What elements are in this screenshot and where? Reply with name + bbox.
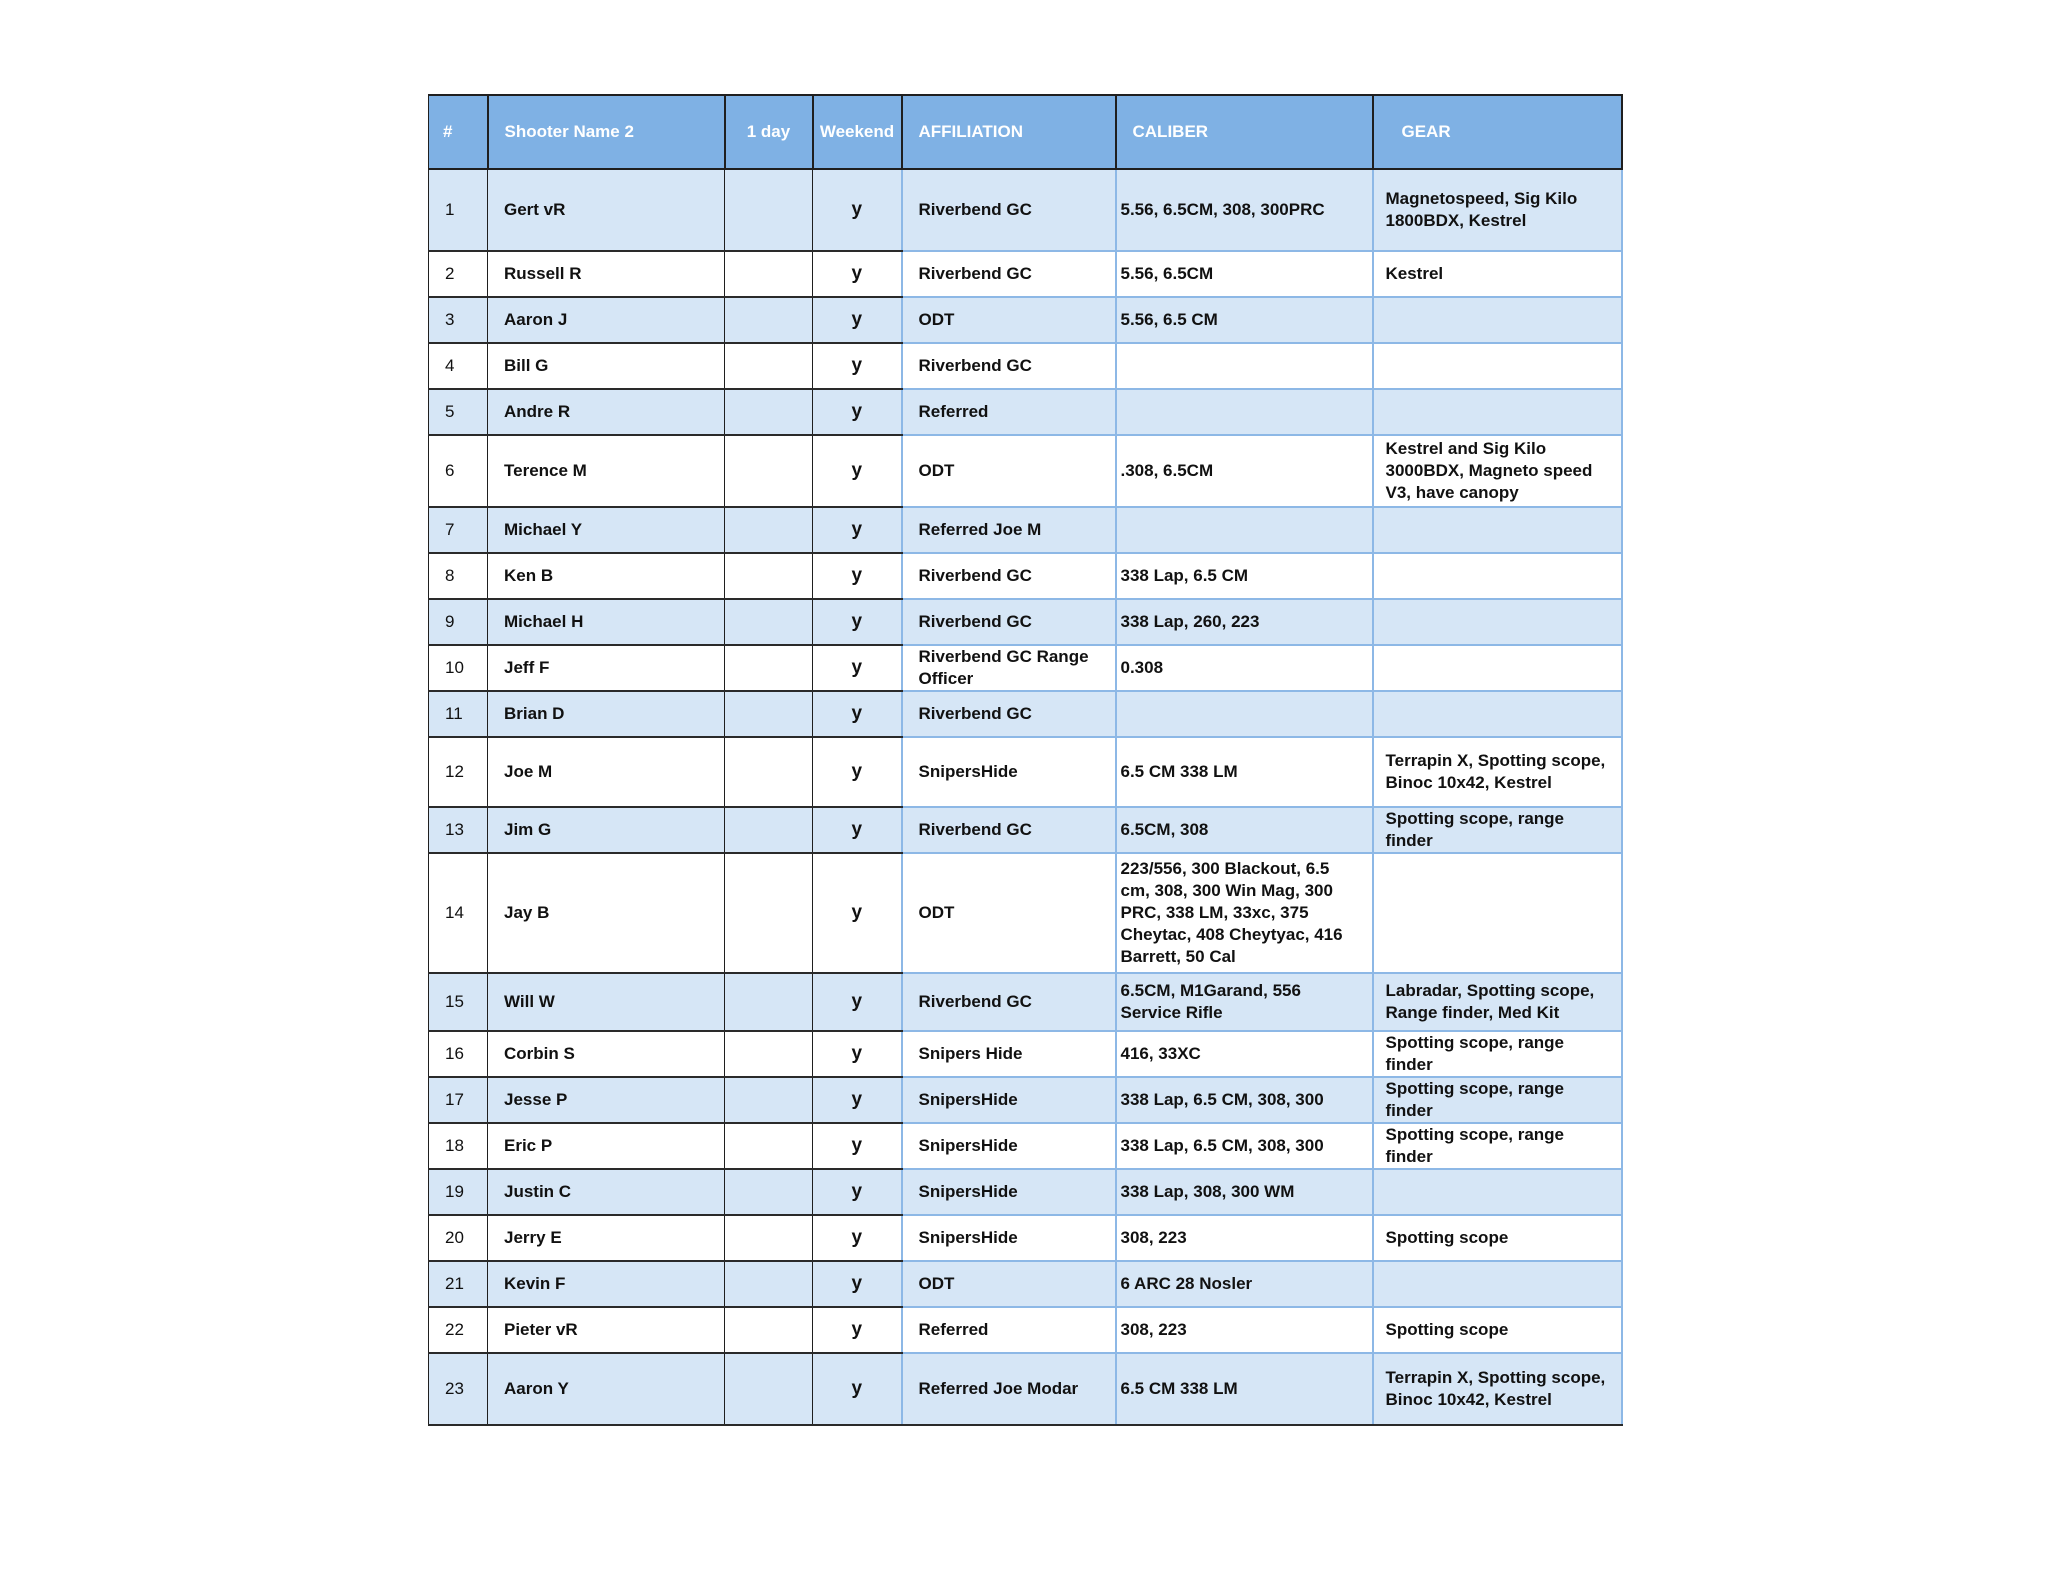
shooter-name-cell: Will W <box>488 973 725 1031</box>
shooter-name-cell: Michael Y <box>488 507 725 553</box>
table-row <box>429 1031 1622 1077</box>
gear-cell: Spotting scope, range finder <box>1373 1123 1622 1169</box>
gear-cell <box>1373 645 1622 691</box>
header-caliber: CALIBER <box>1116 95 1373 169</box>
affiliation-cell: SnipersHide <box>902 1169 1116 1215</box>
number-cell: 12 <box>429 737 488 807</box>
weekend-cell: y <box>813 1261 902 1307</box>
header-gear: GEAR <box>1373 95 1622 169</box>
affiliation-cell: Riverbend GC <box>902 553 1116 599</box>
table-row <box>429 1215 1622 1261</box>
one-day-cell <box>725 737 813 807</box>
gear-cell <box>1373 691 1622 737</box>
affiliation-cell: Riverbend GC <box>902 169 1116 251</box>
number-cell: 16 <box>429 1031 488 1077</box>
table-row <box>429 599 1622 645</box>
affiliation-cell: SnipersHide <box>902 1077 1116 1123</box>
table-row <box>429 691 1622 737</box>
gear-cell: Labradar, Spotting scope, Range finder, Med Kit <box>1373 973 1622 1031</box>
weekend-cell: y <box>813 297 902 343</box>
affiliation-cell: SnipersHide <box>902 1215 1116 1261</box>
table-row <box>429 1169 1622 1215</box>
gear-cell: Magnetospeed, Sig Kilo 1800BDX, Kestrel <box>1373 169 1622 251</box>
shooter-name-cell: Aaron J <box>488 297 725 343</box>
shooter-name-cell: Michael H <box>488 599 725 645</box>
affiliation-cell: Riverbend GC <box>902 691 1116 737</box>
one-day-cell <box>725 807 813 853</box>
weekend-cell: y <box>813 1031 902 1077</box>
one-day-cell <box>725 1123 813 1169</box>
shooter-name-cell: Terence M <box>488 435 725 507</box>
table-row <box>429 389 1622 435</box>
caliber-cell <box>1116 389 1373 435</box>
gear-cell: Kestrel <box>1373 251 1622 297</box>
affiliation-cell: ODT <box>902 853 1116 973</box>
gear-cell: Spotting scope, range finder <box>1373 807 1622 853</box>
table-row <box>429 435 1622 507</box>
table-row <box>429 1353 1622 1425</box>
caliber-cell: 6 ARC 28 Nosler <box>1116 1261 1373 1307</box>
affiliation-cell: Riverbend GC Range Officer <box>902 645 1116 691</box>
table-row <box>429 807 1622 853</box>
weekend-cell: y <box>813 507 902 553</box>
weekend-cell: y <box>813 807 902 853</box>
caliber-cell: 308, 223 <box>1116 1215 1373 1261</box>
gear-cell <box>1373 853 1622 973</box>
one-day-cell <box>725 251 813 297</box>
weekend-cell: y <box>813 1169 902 1215</box>
number-cell: 17 <box>429 1077 488 1123</box>
number-cell: 6 <box>429 435 488 507</box>
gear-cell <box>1373 1261 1622 1307</box>
weekend-cell: y <box>813 853 902 973</box>
caliber-cell <box>1116 507 1373 553</box>
gear-cell: Spotting scope <box>1373 1307 1622 1353</box>
shooter-name-cell: Jerry E <box>488 1215 725 1261</box>
one-day-cell <box>725 1077 813 1123</box>
caliber-cell: .308, 6.5CM <box>1116 435 1373 507</box>
gear-cell: Terrapin X, Spotting scope, Binoc 10x42, Kestrel <box>1373 737 1622 807</box>
number-cell: 7 <box>429 507 488 553</box>
affiliation-cell: SnipersHide <box>902 1123 1116 1169</box>
gear-cell <box>1373 507 1622 553</box>
one-day-cell <box>725 691 813 737</box>
one-day-cell <box>725 973 813 1031</box>
caliber-cell: 338 Lap, 6.5 CM, 308, 300 <box>1116 1123 1373 1169</box>
table-row <box>429 1077 1622 1123</box>
gear-cell: Spotting scope, range finder <box>1373 1077 1622 1123</box>
weekend-cell: y <box>813 1077 902 1123</box>
affiliation-cell: Riverbend GC <box>902 807 1116 853</box>
weekend-cell: y <box>813 599 902 645</box>
table-row <box>429 737 1622 807</box>
roster-body <box>429 169 1622 1425</box>
table-row <box>429 1123 1622 1169</box>
affiliation-cell: ODT <box>902 435 1116 507</box>
affiliation-cell: Riverbend GC <box>902 251 1116 297</box>
affiliation-cell: Snipers Hide <box>902 1031 1116 1077</box>
affiliation-cell: ODT <box>902 1261 1116 1307</box>
one-day-cell <box>725 507 813 553</box>
weekend-cell: y <box>813 1353 902 1425</box>
table-row <box>429 853 1622 973</box>
caliber-cell: 5.56, 6.5CM <box>1116 251 1373 297</box>
number-cell: 10 <box>429 645 488 691</box>
gear-cell <box>1373 553 1622 599</box>
shooter-name-cell: Jeff F <box>488 645 725 691</box>
header-shooter-name: Shooter Name 2 <box>488 95 725 169</box>
weekend-cell: y <box>813 973 902 1031</box>
number-cell: 9 <box>429 599 488 645</box>
gear-cell <box>1373 297 1622 343</box>
table-row <box>429 507 1622 553</box>
affiliation-cell: Riverbend GC <box>902 973 1116 1031</box>
affiliation-cell: Referred Joe M <box>902 507 1116 553</box>
shooter-name-cell: Bill G <box>488 343 725 389</box>
affiliation-cell: Referred <box>902 1307 1116 1353</box>
caliber-cell: 5.56, 6.5CM, 308, 300PRC <box>1116 169 1373 251</box>
shooter-name-cell: Ken B <box>488 553 725 599</box>
affiliation-cell: SnipersHide <box>902 737 1116 807</box>
header-affiliation: AFFILIATION <box>902 95 1116 169</box>
gear-cell: Spotting scope, range finder <box>1373 1031 1622 1077</box>
table-row <box>429 973 1622 1031</box>
gear-cell <box>1373 343 1622 389</box>
caliber-cell: 338 Lap, 260, 223 <box>1116 599 1373 645</box>
caliber-cell: 223/556, 300 Blackout, 6.5 cm, 308, 300 Win Mag, 300 PRC, 338 LM, 33xc, 375 Cheytac, 408 Cheytyac, 416 Barrett, 50 Cal <box>1116 853 1373 973</box>
header-one-day: 1 day <box>725 95 813 169</box>
gear-cell: Terrapin X, Spotting scope, Binoc 10x42, Kestrel <box>1373 1353 1622 1425</box>
caliber-cell: 338 Lap, 6.5 CM <box>1116 553 1373 599</box>
one-day-cell <box>725 599 813 645</box>
number-cell: 3 <box>429 297 488 343</box>
shooter-name-cell: Pieter vR <box>488 1307 725 1353</box>
table-row <box>429 169 1622 251</box>
weekend-cell: y <box>813 1123 902 1169</box>
shooter-name-cell: Aaron Y <box>488 1353 725 1425</box>
shooter-name-cell: Gert vR <box>488 169 725 251</box>
caliber-cell: 0.308 <box>1116 645 1373 691</box>
weekend-cell: y <box>813 691 902 737</box>
gear-cell <box>1373 1169 1622 1215</box>
shooter-name-cell: Kevin F <box>488 1261 725 1307</box>
number-cell: 5 <box>429 389 488 435</box>
number-cell: 22 <box>429 1307 488 1353</box>
gear-cell: Kestrel and Sig Kilo 3000BDX, Magneto speed V3, have canopy <box>1373 435 1622 507</box>
weekend-cell: y <box>813 737 902 807</box>
one-day-cell <box>725 1353 813 1425</box>
shooter-roster-table <box>428 94 1623 1426</box>
number-cell: 11 <box>429 691 488 737</box>
shooter-name-cell: Jim G <box>488 807 725 853</box>
shooter-name-cell: Jesse P <box>488 1077 725 1123</box>
number-cell: 20 <box>429 1215 488 1261</box>
shooter-name-cell: Andre R <box>488 389 725 435</box>
weekend-cell: y <box>813 1215 902 1261</box>
weekend-cell: y <box>813 645 902 691</box>
number-cell: 13 <box>429 807 488 853</box>
table-row <box>429 343 1622 389</box>
caliber-cell <box>1116 343 1373 389</box>
one-day-cell <box>725 645 813 691</box>
caliber-cell <box>1116 691 1373 737</box>
one-day-cell <box>725 553 813 599</box>
caliber-cell: 5.56, 6.5 CM <box>1116 297 1373 343</box>
number-cell: 23 <box>429 1353 488 1425</box>
caliber-cell: 338 Lap, 6.5 CM, 308, 300 <box>1116 1077 1373 1123</box>
table-row <box>429 553 1622 599</box>
caliber-cell: 308, 223 <box>1116 1307 1373 1353</box>
shooter-name-cell: Corbin S <box>488 1031 725 1077</box>
one-day-cell <box>725 1031 813 1077</box>
table-row <box>429 645 1622 691</box>
gear-cell <box>1373 599 1622 645</box>
number-cell: 2 <box>429 251 488 297</box>
shooter-name-cell: Joe M <box>488 737 725 807</box>
affiliation-cell: Riverbend GC <box>902 343 1116 389</box>
weekend-cell: y <box>813 1307 902 1353</box>
one-day-cell <box>725 435 813 507</box>
number-cell: 21 <box>429 1261 488 1307</box>
number-cell: 14 <box>429 853 488 973</box>
caliber-cell: 6.5CM, M1Garand, 556 Service Rifle <box>1116 973 1373 1031</box>
number-cell: 1 <box>429 169 488 251</box>
header-weekend: Weekend <box>813 95 902 169</box>
number-cell: 19 <box>429 1169 488 1215</box>
one-day-cell <box>725 389 813 435</box>
affiliation-cell: Referred <box>902 389 1116 435</box>
number-cell: 4 <box>429 343 488 389</box>
header-row <box>429 95 1622 169</box>
shooter-name-cell: Russell R <box>488 251 725 297</box>
caliber-cell: 338 Lap, 308, 300 WM <box>1116 1169 1373 1215</box>
weekend-cell: y <box>813 251 902 297</box>
caliber-cell: 6.5CM, 308 <box>1116 807 1373 853</box>
one-day-cell <box>725 169 813 251</box>
shooter-name-cell: Jay B <box>488 853 725 973</box>
weekend-cell: y <box>813 343 902 389</box>
shooter-name-cell: Eric P <box>488 1123 725 1169</box>
gear-cell <box>1373 389 1622 435</box>
weekend-cell: y <box>813 553 902 599</box>
one-day-cell <box>725 853 813 973</box>
one-day-cell <box>725 297 813 343</box>
shooter-name-cell: Justin C <box>488 1169 725 1215</box>
affiliation-cell: Referred Joe Modar <box>902 1353 1116 1425</box>
caliber-cell: 416, 33XC <box>1116 1031 1373 1077</box>
table-row <box>429 297 1622 343</box>
one-day-cell <box>725 1307 813 1353</box>
one-day-cell <box>725 343 813 389</box>
number-cell: 15 <box>429 973 488 1031</box>
number-cell: 8 <box>429 553 488 599</box>
affiliation-cell: Riverbend GC <box>902 599 1116 645</box>
affiliation-cell: ODT <box>902 297 1116 343</box>
weekend-cell: y <box>813 389 902 435</box>
shooter-name-cell: Brian D <box>488 691 725 737</box>
weekend-cell: y <box>813 435 902 507</box>
table-row <box>429 251 1622 297</box>
caliber-cell: 6.5 CM 338 LM <box>1116 1353 1373 1425</box>
number-cell: 18 <box>429 1123 488 1169</box>
weekend-cell: y <box>813 169 902 251</box>
table-row <box>429 1307 1622 1353</box>
header-number: # <box>429 95 488 169</box>
one-day-cell <box>725 1169 813 1215</box>
caliber-cell: 6.5 CM 338 LM <box>1116 737 1373 807</box>
gear-cell: Spotting scope <box>1373 1215 1622 1261</box>
one-day-cell <box>725 1215 813 1261</box>
table-row <box>429 1261 1622 1307</box>
one-day-cell <box>725 1261 813 1307</box>
